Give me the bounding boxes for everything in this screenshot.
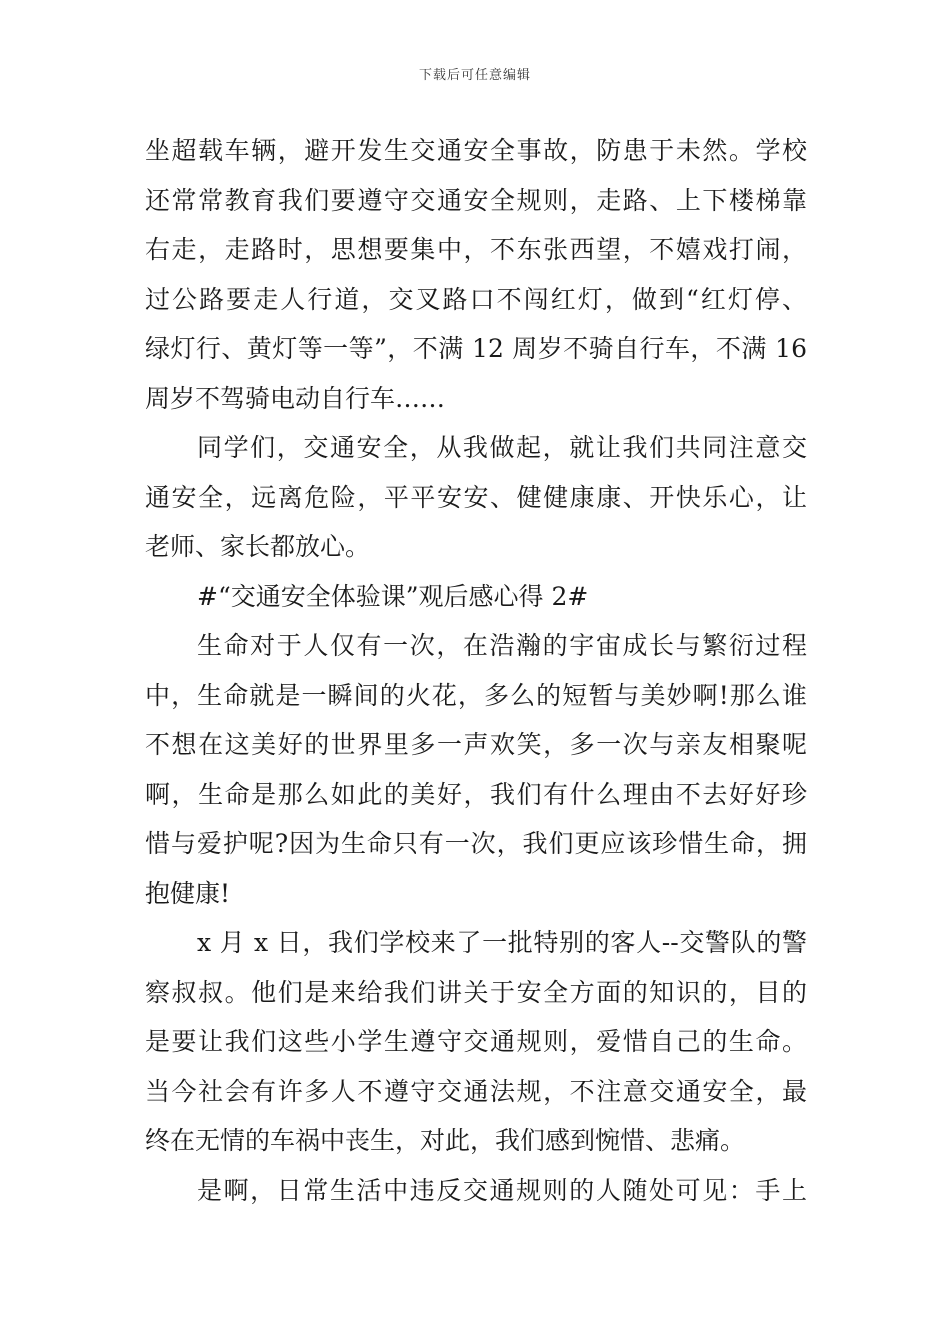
text-line: 绿灯行、黄灯等一等”，不满 12 周岁不骑自行车，不满 16 <box>145 334 807 363</box>
text-line: 中，生命就是一瞬间的火花，多么的短暂与美妙啊!那么谁 <box>145 680 807 710</box>
text-line: 是要让我们这些小学生遵守交通规则，爱惜自己的生命。 <box>145 1027 807 1056</box>
text-line: 啊，生命是那么如此的美好，我们有什么理由不去好好珍 <box>145 779 807 809</box>
text-line: 终在无情的车祸中丧生，对此，我们感到惋惜、悲痛。 <box>145 1126 746 1155</box>
text-line: 是啊，日常生活中违反交通规则的人随处可见：手上 <box>197 1175 807 1205</box>
text-line: 周岁不驾骑电动自行车…… <box>145 383 446 413</box>
text-line: 坐超载车辆，避开发生交通安全事故，防患于未然。学校 <box>145 136 807 165</box>
text-line: 老师、家长都放心。 <box>145 532 371 561</box>
text-line: 同学们，交通安全，从我做起，就让我们共同注意交 <box>197 433 807 462</box>
text-line: 过公路要走人行道，交叉路口不闯红灯，做到“红灯停、 <box>145 284 807 314</box>
page-header: 下载后可任意编辑 <box>418 68 531 83</box>
text-line: 还常常教育我们要遵守交通安全规则，走路、上下楼梯靠 <box>145 185 807 215</box>
text-line: 通安全，远离危险，平平安安、健健康康、开快乐心，让 <box>145 482 807 512</box>
text-line: 抱健康! <box>145 878 231 908</box>
text-line: 右走，走路时，思想要集中，不东张西望，不嬉戏打闹， <box>145 235 807 264</box>
text-line: #“交通安全体验课”观后感心得 2# <box>197 581 589 611</box>
text-line: 察叔叔。他们是来给我们讲关于安全方面的知识的，目的 <box>145 977 807 1007</box>
document-body <box>145 126 807 1215</box>
text-line: x 月 x 日，我们学校来了一批特别的客人--交警队的警 <box>197 928 807 957</box>
text-line: 生命对于人仅有一次，在浩瀚的宇宙成长与繁衍过程 <box>197 631 807 660</box>
text-line: 不想在这美好的世界里多一声欢笑，多一次与亲友相聚呢 <box>145 730 807 759</box>
text-line: 当今社会有许多人不遵守交通法规，不注意交通安全，最 <box>145 1076 807 1106</box>
text-line: 惜与爱护呢?因为生命只有一次，我们更应该珍惜生命，拥 <box>145 829 807 858</box>
